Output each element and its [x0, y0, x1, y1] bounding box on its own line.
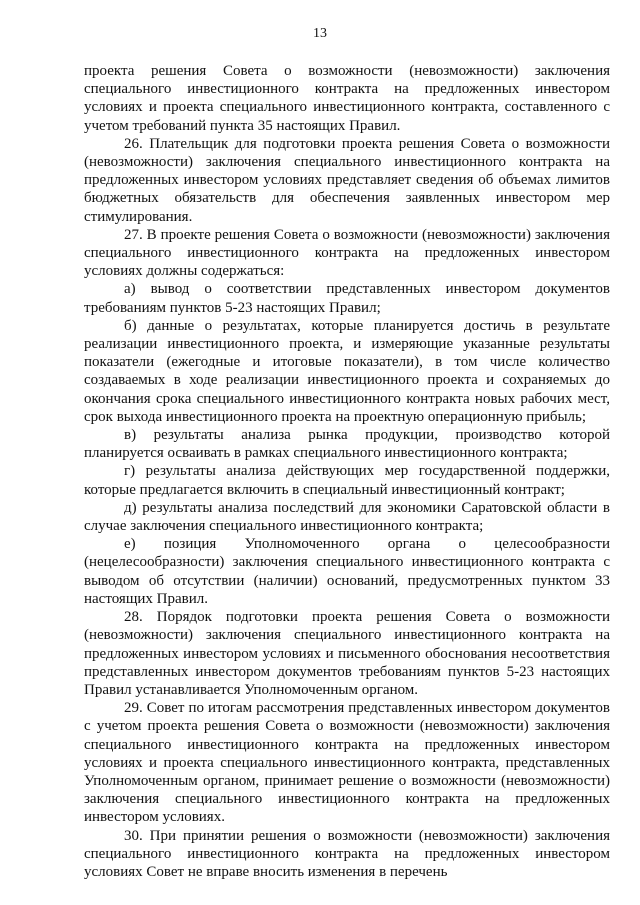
paragraph-30: 30. При принятии решения о возможности (невозможности) заключения специального инвестиционного контракта на предложенных инвестором условиях Совет не вправе вносить изменения в перечень	[84, 827, 610, 880]
paragraph-27: 27. В проекте решения Совета о возможности (невозможности) заключения специального инвестиционного контракта на предложенных инвестором условиях должны содержаться:	[84, 226, 610, 280]
paragraph-26: 26. Плательщик для подготовки проекта решения Совета о возможности (невозможности) заключения специального инвестиционного контракта на предложенных инвестором условиях представляет сведения об объемах лимитов бюджетных обязательств для обеспечения заявленных инвестором мер стимулирования.	[84, 135, 610, 225]
page-number: 13	[313, 26, 327, 41]
paragraph-28: 28. Порядок подготовки проекта решения Совета о возможности (невозможности) заключения специального инвестиционного контракта на предложенных инвестором условиях и письменного обоснования несоответствия представленных инвестором документов требованиям пунктов 5-23 настоящих Правил устанавливается Уполномоченным органом.	[84, 609, 610, 698]
paragraph-27-d: д) результаты анализа последствий для экономики Саратовской области в случае заключения специального инвестиционного контракта;	[84, 499, 610, 535]
paragraph-continuation: проекта решения Совета о возможности (невозможности) заключения специального инвестиционного контракта на предложенных инвестором условиях и проекта специального инвестиционного контракта, составленного с учетом требований пункта 35 настоящих Правил.	[84, 63, 610, 134]
paragraph-27-v: в) результаты анализа рынка продукции, производство которой планируется осваивать в рамках специального инвестиционного контракта;	[84, 427, 610, 462]
paragraph-27-a: а) вывод о соответствии представленных инвестором документов требованиям пунктов 5-23 настоящих Правил;	[84, 281, 610, 316]
paragraph-27-e: е) позиция Уполномоченного органа о целесообразности (нецелесообразности) заключения специального инвестиционного контракта с выводом об отсутствии (наличии) оснований, предусмотренных пунктом 33 настоящих Правил.	[84, 536, 610, 607]
paragraph-29: 29. Совет по итогам рассмотрения представленных инвестором документов с учетом проекта решения Совета о возможности (невозможности) заключения специального инвестиционного контракта на предложенных инвестором условиях и проекта специального инвестиционного контракта, представленных Уполномоченным органом, принимает решение о возможности (невозможности) заключения специального инвестиционного контракта на предложенных инвестором условиях.	[84, 700, 610, 826]
paragraph-27-b: б) данные о результатах, которые планируется достичь в результате реализации инвестиционного проекта, и измеряющие указанные результаты показатели (ежегодные и итоговые показатели), в том числе количество создаваемых в ходе реализации инвестиционного проекта и сохраняемых до окончания срока специального инвестиционного контракта новых рабочих мест, срок выхода инвестиционного проекта на проектную операционную прибыль;	[84, 317, 610, 425]
document-body	[84, 62, 610, 881]
paragraph-27-g: г) результаты анализа действующих мер государственной поддержки, которые предлагается включить в специальный инвестиционный контракт;	[84, 463, 610, 498]
